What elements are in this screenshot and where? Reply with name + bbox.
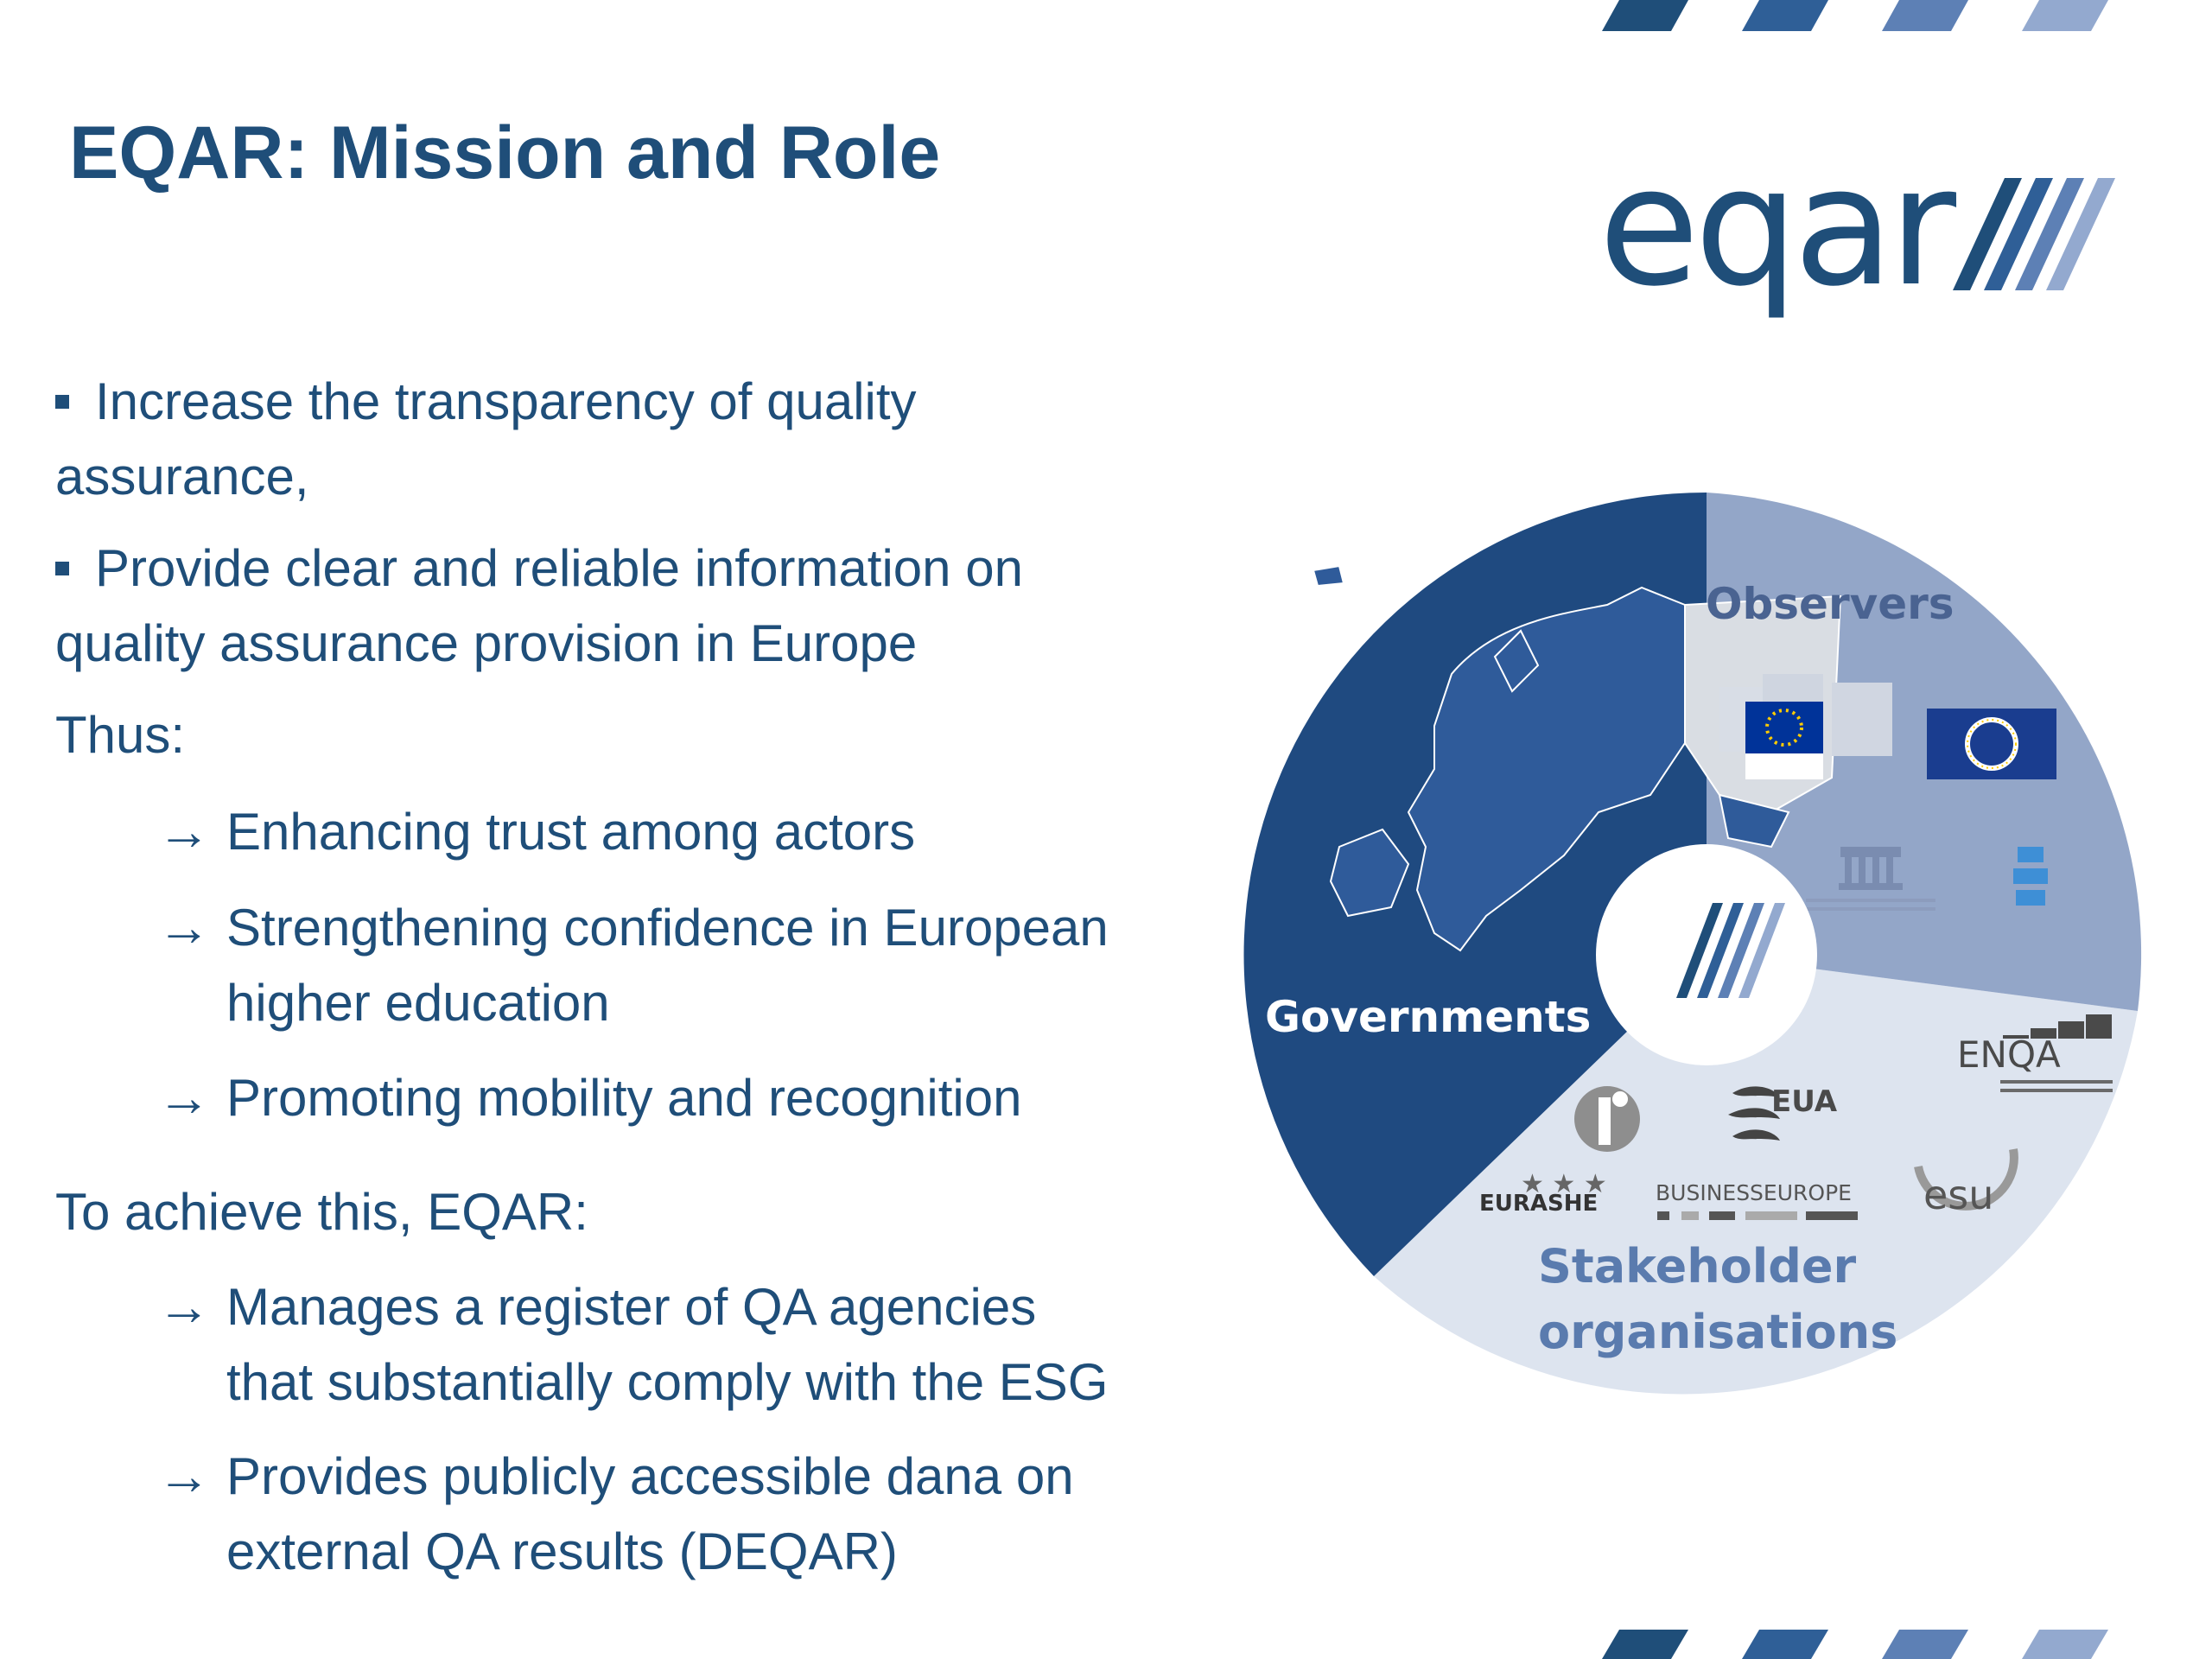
arrow-right-icon: → xyxy=(157,802,211,861)
thus-label: Thus: xyxy=(55,706,186,764)
ei-logo xyxy=(1574,1086,1640,1152)
thus-item-3: → Promoting mobility and recognition xyxy=(226,1060,1021,1135)
achieve-item-2: → Provides publicly accessible dana on external QA results (DEQAR) xyxy=(226,1439,1074,1589)
eurashe-logo-text: EURASHE xyxy=(1479,1191,1599,1217)
bullet-item-1: Increase the transparency of quality assurance, xyxy=(55,372,917,505)
achieve-label: To achieve this, EQAR: xyxy=(55,1183,588,1241)
slide-title: EQAR: Mission and Role xyxy=(69,111,941,194)
stakeholder-diagram xyxy=(1236,484,2177,1426)
stakeholders-label: Stakeholder organisations xyxy=(1538,1239,1898,1359)
arrow-right-icon: → xyxy=(157,898,211,957)
bullet-icon xyxy=(55,562,69,575)
enqa-logo-text: ENQA xyxy=(1957,1033,2061,1076)
eqar-logo xyxy=(1599,131,2117,322)
svg-text:★ ★ ★: ★ ★ ★ xyxy=(1521,1169,1607,1199)
governments-label: Governments xyxy=(1265,992,1592,1042)
thus-item-2: → Strengthening confidence in European higher education xyxy=(226,890,1109,1040)
bullet-item-2: Provide clear and reliable information on quality assurance provision in Europe xyxy=(55,539,1023,672)
center-circle xyxy=(1596,844,1817,1065)
thus-item-1: → Enhancing trust among actors xyxy=(226,794,915,869)
businesseurope-logo-text: BUSINESSEUROPE xyxy=(1656,1180,1852,1205)
ehea-logo xyxy=(2013,847,2048,906)
arrow-right-icon: → xyxy=(157,1446,211,1506)
esu-logo-text: esu xyxy=(1923,1172,1994,1218)
eua-logo-text: EUA xyxy=(1771,1084,1838,1119)
businesseurope-bar xyxy=(1657,1211,1858,1220)
achieve-item-1: → Manages a register of QA agencies that substantially comply with the ESG xyxy=(226,1269,1108,1420)
observers-label: Observers xyxy=(1706,579,1955,629)
eqar-logo-text: eqar xyxy=(1599,131,1952,322)
arrow-right-icon: → xyxy=(157,1277,211,1337)
top-stripes xyxy=(1599,0,2117,31)
bullet-icon xyxy=(55,395,69,409)
bottom-stripes xyxy=(1599,1630,2117,1659)
logo-stripes-icon xyxy=(1953,178,2117,308)
council-of-europe-logo xyxy=(1927,709,2056,779)
arrow-right-icon: → xyxy=(157,1068,211,1128)
